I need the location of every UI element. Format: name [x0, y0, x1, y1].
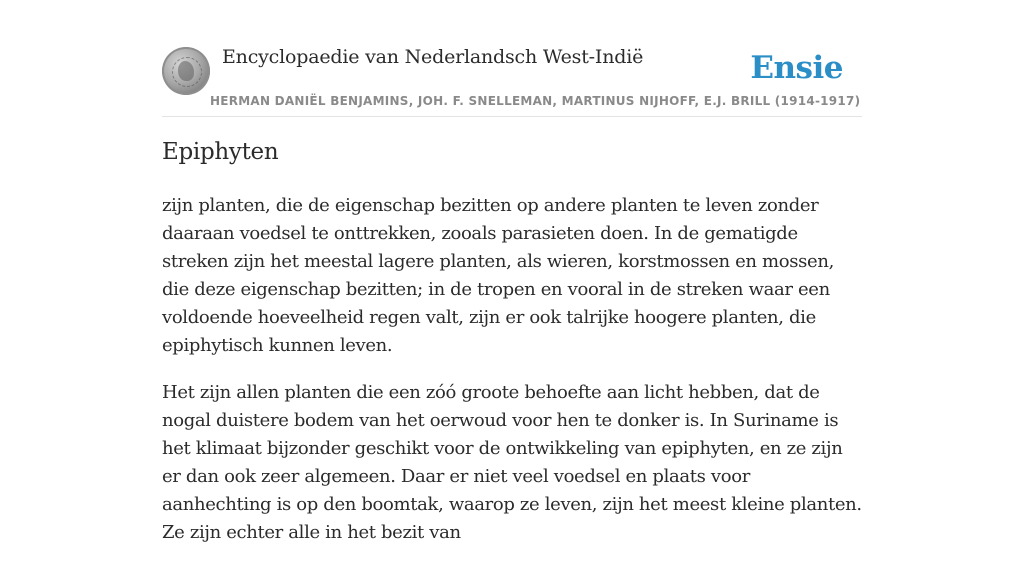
page-title: Epiphyten [162, 139, 279, 165]
coin-lion-icon[interactable] [162, 47, 210, 95]
site-header [162, 40, 862, 117]
paragraph: Het zijn allen planten die een zóó groote behoefte aan licht hebben, dat de nogal duistere bodem van het oerwoud voor hen te donker is. In Suriname is het klimaat bijzonder geschikt voor de ontwikkeling van epiphyten, en ze zijn er dan ook zeer algemeen. Daar er niet veel voedsel en plaats voor aanhechting is op den boomtak, waarop ze leven, zijn het meest kleine planten. Ze zijn echter alle in het bezit van [162, 382, 862, 543]
book-title[interactable]: Encyclopaedie van Nederlandsch West-Indië [222, 46, 644, 68]
entry-body [162, 192, 864, 566]
book-authors: HERMAN DANIËL BENJAMINS, JOH. F. SNELLEMAN, MARTINUS NIJHOFF, E.J. BRILL (1914-1917) [210, 94, 861, 108]
paragraph: zijn planten, die de eigenschap bezitten op andere planten te leven zonder daaraan voedsel te onttrekken, zooals parasieten doen. In de gematigde streken zijn het meestal lagere planten, als wieren, korstmossen en mossen, die deze eigenschap bezitten; in de tropen en vooral in de streken waar een voldoende hoeveelheid regen valt, zijn er ook talrijke hoogere planten, die epiphytisch kunnen leven. [162, 195, 834, 356]
coin-emblem [178, 61, 194, 81]
brand-logo[interactable]: Ensie [750, 50, 843, 86]
